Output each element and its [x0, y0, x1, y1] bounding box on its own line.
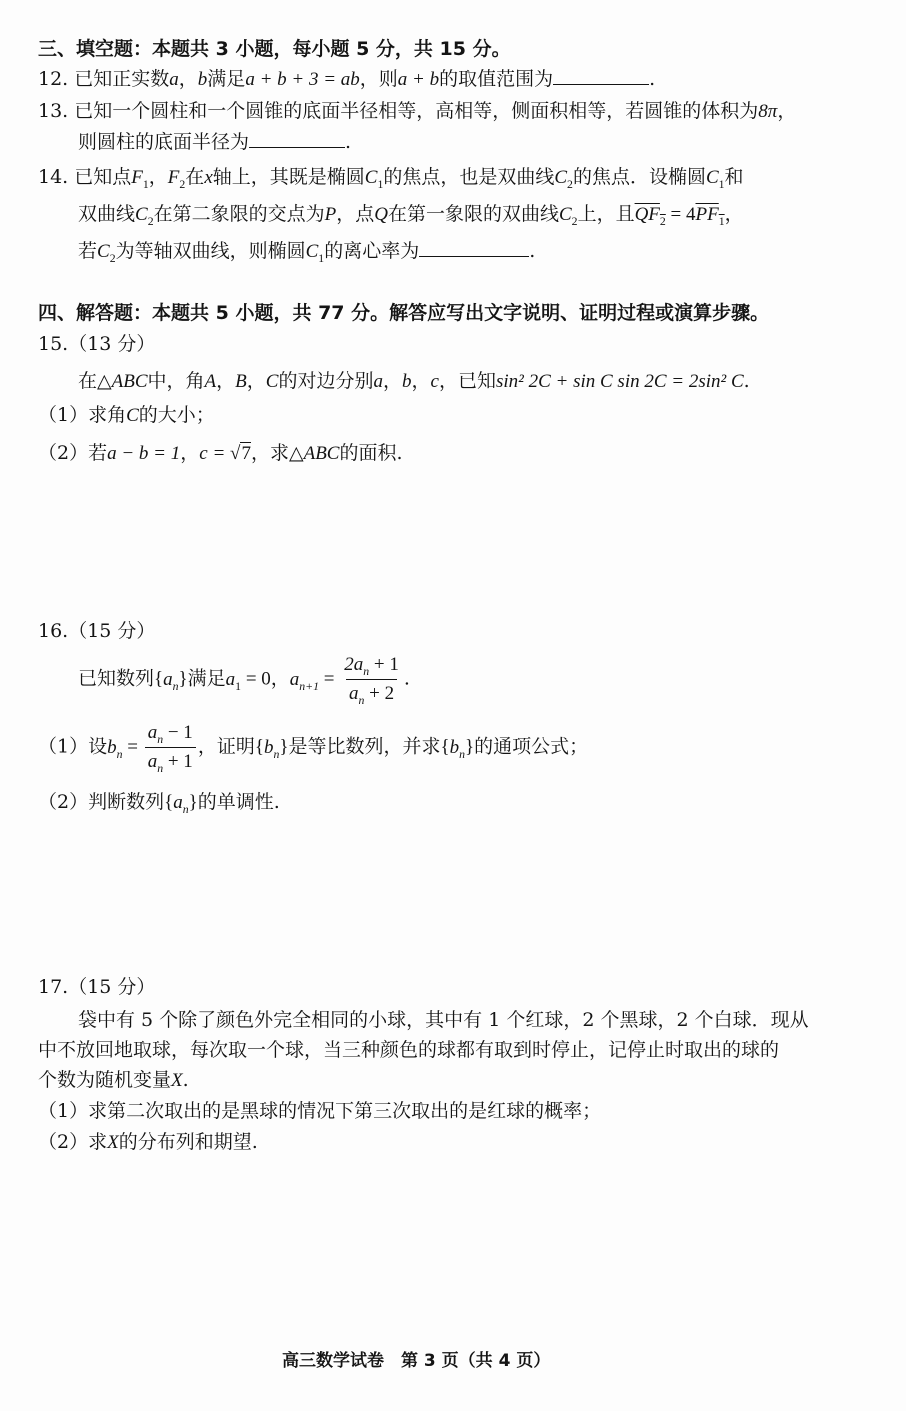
q12-var-b: b: [197, 69, 208, 90]
q16-eq0: = 0，: [241, 668, 290, 690]
q16-p1-text-a: （1）设: [38, 735, 108, 758]
q14-answer-blank[interactable]: [419, 255, 529, 257]
question-16-part-1: （1）设$b_n$ = $\frac{a_n - 1}{a_n + 1}$ ，证明$\{b_n\}$是等比数列，并求$\{b_n\}$的通项公式；: [38, 722, 589, 775]
q14-x: x: [204, 167, 213, 188]
q14-l3-C1: $C_1$: [305, 241, 325, 265]
q15-p2-text-a: （2）若: [38, 442, 108, 464]
q15-text-a: 在△: [78, 370, 112, 392]
q12-text-3: 满足: [207, 68, 246, 90]
question-14-line-3: [78, 240, 536, 265]
q12-number: 12.: [38, 68, 69, 90]
q16-p1-bn-seq: $b_n$: [263, 736, 280, 761]
q13-line-1: 已知一个圆柱和一个圆锥的底面半径相等，高相等，侧面积相等，若圆锥的体积为: [74, 100, 759, 122]
q14-text-6: 和: [724, 166, 744, 188]
q14-eq-4: = 4: [665, 204, 696, 225]
page-footer: 高三数学试卷 第 3 页（共 4 页）: [282, 1351, 551, 1371]
question-16-stem: 已知数列$\{a_n\}$满足$a_1 = 0$，$a_{n+1}$ = $\frac{2a_n + 1}{a_n + 2}$ .: [78, 654, 410, 707]
q13-answer-blank[interactable]: [249, 146, 345, 148]
q15-p2-comma: ，: [180, 442, 200, 464]
q17-p2-text-b: 的分布列和期望.: [118, 1131, 258, 1153]
q16-p1-text-b: ，证明: [197, 735, 255, 758]
question-17-line-1: 袋中有 5 个除了颜色外完全相同的小球，其中有 1 个红球，2 个黑球，2 个白球．现从: [78, 1009, 809, 1031]
q14-end: .: [529, 240, 536, 262]
q14-text-1: 已知点: [74, 166, 132, 188]
q13-comma: ，: [777, 100, 797, 122]
q14-text-3: 轴上，其既是椭圆: [212, 166, 365, 188]
question-12: [38, 70, 655, 89]
q12-end: .: [649, 68, 656, 90]
question-16-number: 16.（15 分）: [38, 620, 156, 642]
question-14: 14. 已知点$F_1$，$F_2$在x轴上，其既是椭圆$C_1$的焦点，也是双曲线$C_2$的焦点．设椭圆$C_1$和: [38, 166, 744, 191]
q15-p1-text-b: 的大小；: [138, 404, 215, 426]
q14-l2-text-e: 上，且: [577, 203, 635, 225]
q16-p1-text-c: 是等比数列，并求: [288, 735, 441, 758]
q13-number: 13.: [38, 100, 69, 122]
q14-l3-C2: $C_2$: [97, 241, 116, 265]
q12-var-a: a: [169, 69, 179, 90]
q14-text-5: 的焦点．设椭圆: [572, 166, 706, 188]
question-17-line-3: [38, 1071, 189, 1090]
question-17-part-2: [38, 1133, 258, 1152]
q14-l2-text-a: 双曲线: [78, 203, 136, 225]
q13-line-2-text: 则圆柱的底面半径为: [78, 131, 250, 153]
q15-equation: sin² 2C + sin C sin 2C = 2sin² C: [495, 371, 744, 392]
question-14-line-2: [78, 203, 744, 228]
q16-seq-a: $a_n$: [163, 668, 179, 693]
question-16-part-2: （2）判断数列$\{a_n\}$的单调性.: [38, 791, 280, 816]
q16-p2-an-seq: $a_n$: [173, 792, 189, 816]
q17-p2-text-a: （2）求: [38, 1131, 108, 1153]
q12-text-2: ，: [178, 68, 198, 90]
q14-F2: $F_2$: [167, 167, 186, 191]
q15-text-b: 中，角: [147, 370, 205, 392]
q14-l2-text-c: ，点: [336, 203, 375, 225]
q16-text-a: 已知数列: [78, 667, 155, 690]
q15-b: b: [402, 371, 412, 392]
q12-answer-blank[interactable]: [553, 83, 649, 85]
q14-text-4: 的焦点，也是双曲线: [383, 166, 555, 188]
q16-bn-fraction: $\frac{a_n - 1}{a_n + 1}$: [145, 722, 196, 773]
section-4-header: 四、解答题：本题共 5 小题，共 77 分。解答应写出文字说明、证明过程或演算步骤。: [38, 302, 770, 324]
question-17-line-2: 中不放回地取球，每次取一个球，当三种颜色的球都有取到时停止，记停止时取出的球的: [38, 1039, 780, 1061]
q16-p1-bn-seq-2: $b_n$: [449, 736, 465, 761]
q16-an1: $a_{n+1}$: [289, 668, 319, 693]
q15-p2-seven: 7: [241, 443, 251, 464]
q15-ABC: ABC: [111, 371, 148, 392]
q16-p2-text-b: 的单调性.: [197, 791, 280, 813]
q15-text-d: ，已知: [438, 370, 496, 392]
q12-text-4: ，则: [359, 68, 398, 90]
sqrt-icon: √: [230, 443, 241, 464]
q15-p2-text-d: ，求△: [250, 442, 304, 464]
q15-c: c: [430, 371, 439, 392]
q16-end: .: [403, 667, 410, 690]
q14-vector-QF2: $QF_2$: [634, 204, 666, 228]
question-15-number: 15.（13 分）: [38, 333, 156, 355]
q14-l3-text-c: 的离心率为: [324, 240, 420, 262]
q15-p2-eq: a − b = 1: [107, 443, 181, 464]
q15-p1-C: C: [126, 405, 139, 426]
q15-a: a: [373, 371, 383, 392]
q12-sum: a + b: [397, 69, 440, 90]
q13-end: .: [345, 131, 352, 153]
q15-p1-text-a: （1）求角: [38, 404, 127, 426]
question-13-line-2: [78, 133, 351, 152]
q14-l2-text-b: 在第二象限的交点为: [153, 203, 325, 225]
q15-C: C: [265, 371, 279, 392]
q15-A: A: [204, 371, 217, 392]
question-13: [38, 102, 796, 121]
section-3-header: 三、填空题：本题共 3 小题，每小题 5 分，共 15 分。: [38, 38, 511, 60]
q15-text-c: 的对边分别: [278, 370, 374, 392]
q14-F1: $F_1$: [131, 167, 149, 191]
q14-vector-PF1: $PF_1$: [695, 204, 725, 228]
question-17-part-1: （1）求第二次取出的是黑球的情况下第三次取出的是红球的概率；: [38, 1100, 602, 1122]
q16-bn: $b_n$: [107, 736, 123, 761]
q14-l3-text-b: 为等轴双曲线，则椭圆: [115, 240, 306, 262]
q16-text-b: 满足: [187, 667, 226, 690]
q15-p2-ABC: ABC: [303, 443, 340, 464]
question-15-part-1: [38, 406, 215, 425]
q15-p2-c-eq: c =: [199, 443, 231, 464]
q14-l2-text-d: 在第一象限的双曲线: [387, 203, 559, 225]
question-15-stem: 在△ABC中，角A，B，C的对边分别a，b，c，已知sin² 2C + sin C sin 2C = 2sin² C.: [78, 370, 750, 392]
q16-recurrence-fraction: $\frac{2a_n + 1}{a_n + 2}$: [344, 654, 399, 707]
q13-volume: 8π: [758, 101, 778, 122]
question-17-number: 17.（15 分）: [38, 976, 156, 998]
q14-number: 14.: [38, 166, 69, 188]
q16-p1-text-d: 的通项公式；: [474, 735, 589, 758]
q16-p2-text-a: （2）判断数列: [38, 791, 165, 813]
q17-l3-end: .: [182, 1069, 189, 1091]
q12-equation: a + b + 3 = ab: [245, 69, 360, 90]
q14-l2-C2b: $C_2$: [558, 204, 578, 228]
q12-text-5: 的取值范围为: [439, 68, 554, 90]
q14-Q: Q: [374, 204, 388, 225]
q12-text-1: 已知正实数: [74, 68, 170, 90]
q15-p2-text-e: 的面积.: [339, 442, 403, 464]
q14-P: P: [324, 204, 337, 225]
q14-C2: $C_2$: [554, 167, 573, 191]
q14-C1: $C_1$: [364, 167, 384, 191]
question-15-part-2: [38, 444, 403, 463]
q17-l3-text-a: 个数为随机变量: [38, 1069, 172, 1091]
q14-l2-C2: $C_2$: [135, 204, 154, 228]
q14-C1b: $C_1$: [705, 167, 725, 191]
q15-B: B: [235, 371, 247, 392]
q14-l2-comma: ，: [724, 203, 744, 225]
q17-p2-X: X: [107, 1132, 119, 1153]
q14-l3-text-a: 若: [78, 240, 98, 262]
q15-end: .: [743, 370, 750, 392]
q16-a1: $a_1$: [225, 668, 242, 693]
q14-text-2: 在: [185, 166, 205, 188]
q17-X: X: [171, 1070, 183, 1091]
